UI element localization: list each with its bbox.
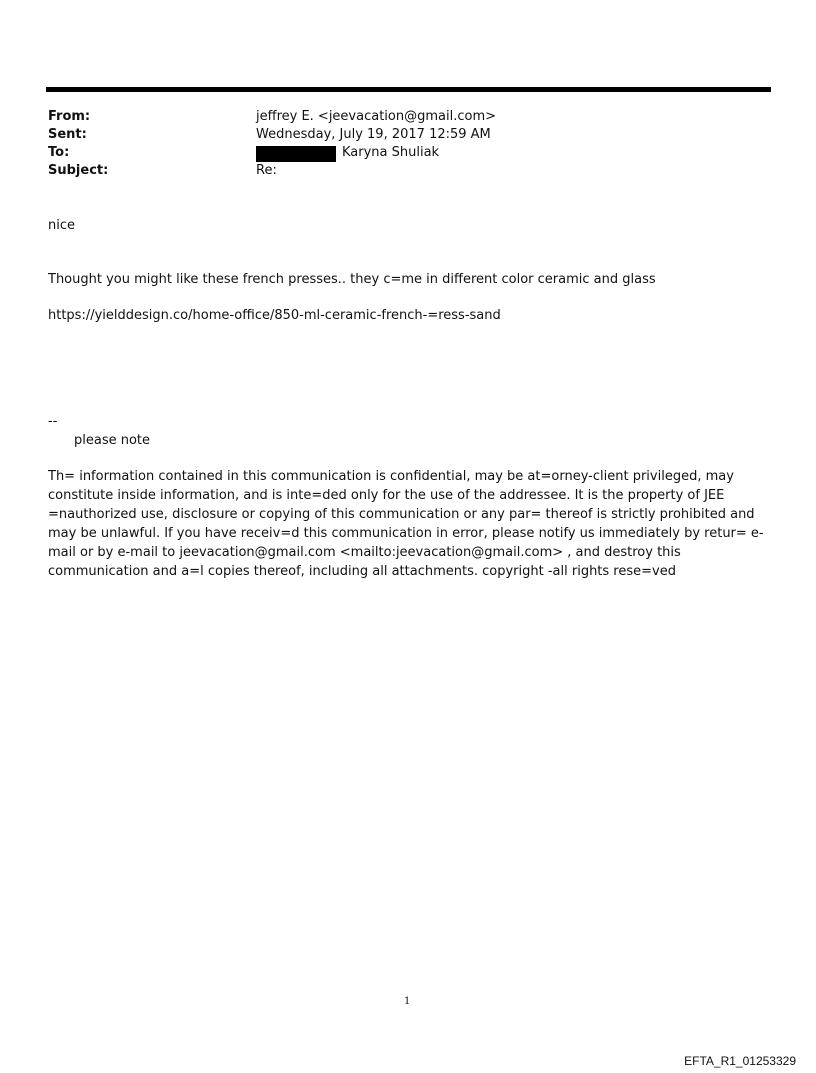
confidentiality-disclaimer: Th= information contained in this communication is confidential, may be at=orney-client privileged, may constitute inside information, and is inte=ded only for the use of the addressee. It is the property of JEE =nauthorized use, disclosure or copying of this communication or any par= thereof is strictly prohibited and may be unlawful. If you have receiv=d this communication in error, please notify us immediately by retur= e-mail or by e-mail to jeevacation@gmail.com <mailto:jeevacation@gmail.com> , and destroy this communication and a=l copies thereof, including all attachments. copyright -all rights rese=ved — [48, 469, 764, 579]
header-rule — [46, 87, 771, 92]
subject-label: Subject: — [48, 163, 109, 178]
sent-value: Wednesday, July 19, 2017 12:59 AM — [256, 127, 491, 142]
from-value: jeffrey E. <jeevacation@gmail.com> — [256, 109, 496, 124]
to-value: Karyna Shuliak — [342, 145, 440, 160]
signature-separator: -- — [48, 414, 58, 429]
sent-label: Sent: — [48, 127, 87, 142]
redaction-box — [256, 146, 336, 162]
from-label: From: — [48, 109, 91, 124]
body-link: https://yielddesign.co/home-office/850-ml-ceramic-french-=ress-sand — [48, 308, 501, 323]
to-label: To: — [48, 145, 70, 160]
document-id: EFTA_R1_01253329 — [684, 1054, 796, 1068]
body-line-nice: nice — [48, 218, 75, 233]
page-number: 1 — [404, 996, 411, 1007]
subject-value: Re: — [256, 163, 277, 178]
please-note: please note — [74, 433, 151, 448]
body-line-french-presses: Thought you might like these french presses.. they c=me in different color ceramic and glass — [48, 272, 656, 287]
